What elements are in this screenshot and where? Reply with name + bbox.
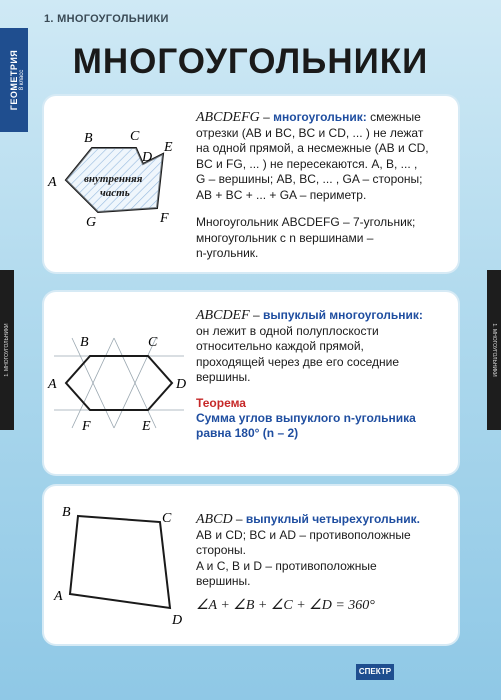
vertex-label-D: D xyxy=(176,377,187,392)
hexagon-figure xyxy=(44,318,194,448)
side-tab-subject: ГЕОМЕТРИЯ xyxy=(9,49,19,111)
publisher-logo: СПЕКТР xyxy=(356,664,394,680)
quadrilateral-shape xyxy=(70,516,170,608)
angle-sum-formula: ∠A + ∠B + ∠C + ∠D = 360° xyxy=(196,597,375,613)
theorem-line-1: Сумма углов выпуклого n-угольника xyxy=(196,411,416,425)
convex-polygon-text: ABCDEF – выпуклый многоугольник: он лежит в одной полуплоскости относительно каждой прямой, проходящей через две его соседние вершины. Теорема Сумма углов выпуклого n-угольника равна 180° (n – 2) xyxy=(196,308,454,441)
polygon-definition-text: ABCDEFG – многоугольник: смежные отрезки (AB и BC, BC и CD, ... ) не лежат на одной прямой, а несмежные (AB и CD, BC и FG, ... ) не пересекаются. A, B, ... , G – вершины; AB, BC, ... , GA – стороны; AB + BC + ... + GA – периметр. Многоугольник ABCDEFG – 7-угольник; многоугольник с n вершинами – n-угольник. xyxy=(196,110,454,262)
inner-region-label-1: внутренняя xyxy=(84,173,143,185)
polygon-term: многоугольник: xyxy=(273,110,367,124)
vertex-label-E: E xyxy=(164,140,173,155)
vertex-label-B: B xyxy=(84,131,93,146)
page-title: МНОГОУГОЛЬНИКИ xyxy=(72,42,429,81)
edge-label-right: 1. МНОГОУГОЛЬНИКИ xyxy=(491,323,497,377)
vertex-label-D: D xyxy=(172,613,183,628)
vertex-label-C: C xyxy=(130,129,140,144)
polygon-name: ABCDEFG xyxy=(196,110,260,125)
panel-convex-polygon xyxy=(44,292,458,474)
hexagon-shape xyxy=(66,356,172,410)
vertex-label-A: A xyxy=(54,589,63,604)
quadrilateral-text: ABCD – выпуклый четырехугольник. AB и CD; BC и AD – противоположные стороны. A и C, B и D – противоположные вершины. ∠A + ∠B + ∠C + ∠D = 360° xyxy=(196,512,454,613)
vertex-label-A: A xyxy=(48,377,57,392)
theorem-line-2: равна 180° (n – 2) xyxy=(196,426,299,440)
n-gon-definition-1: Многоугольник ABCDEFG – 7-угольник; xyxy=(196,215,416,229)
n-gon-definition-2: многоугольник с n вершинами – xyxy=(196,230,374,245)
n-gon-definition-3: n-угольник. xyxy=(196,246,259,260)
edge-label-left: 1. МНОГОУГОЛЬНИКИ xyxy=(4,323,10,377)
section-label: 1. МНОГОУГОЛЬНИКИ xyxy=(44,13,169,25)
panel-convex-quadrilateral xyxy=(44,486,458,644)
vertex-label-G: G xyxy=(86,215,97,230)
side-tab-grade: 8 класс xyxy=(19,69,25,91)
vertex-label-F: F xyxy=(82,419,91,434)
heptagon-figure xyxy=(46,124,186,264)
vertex-label-C: C xyxy=(162,511,172,526)
edge-bar-left xyxy=(0,270,14,430)
vertex-label-D: D xyxy=(142,150,153,165)
vertex-label-B: B xyxy=(62,505,71,520)
vertex-label-E: E xyxy=(142,419,151,434)
vertex-label-B: B xyxy=(80,335,89,350)
quadrilateral-name: ABCD xyxy=(196,512,233,527)
edge-bar-right xyxy=(487,270,501,430)
hexagon-name: ABCDEF xyxy=(196,308,250,323)
convex-polygon-term: выпуклый многоугольник: xyxy=(263,308,423,322)
vertex-label-A: A xyxy=(48,175,57,190)
quadrilateral-figure xyxy=(48,492,198,642)
inner-region-label-2: часть xyxy=(100,187,130,199)
theorem-heading: Теорема xyxy=(196,395,246,410)
quadrilateral-term: выпуклый четырехугольник. xyxy=(245,512,420,526)
vertex-label-F: F xyxy=(160,211,169,226)
vertex-label-C: C xyxy=(148,335,158,350)
panel-polygon-definition xyxy=(44,96,458,272)
